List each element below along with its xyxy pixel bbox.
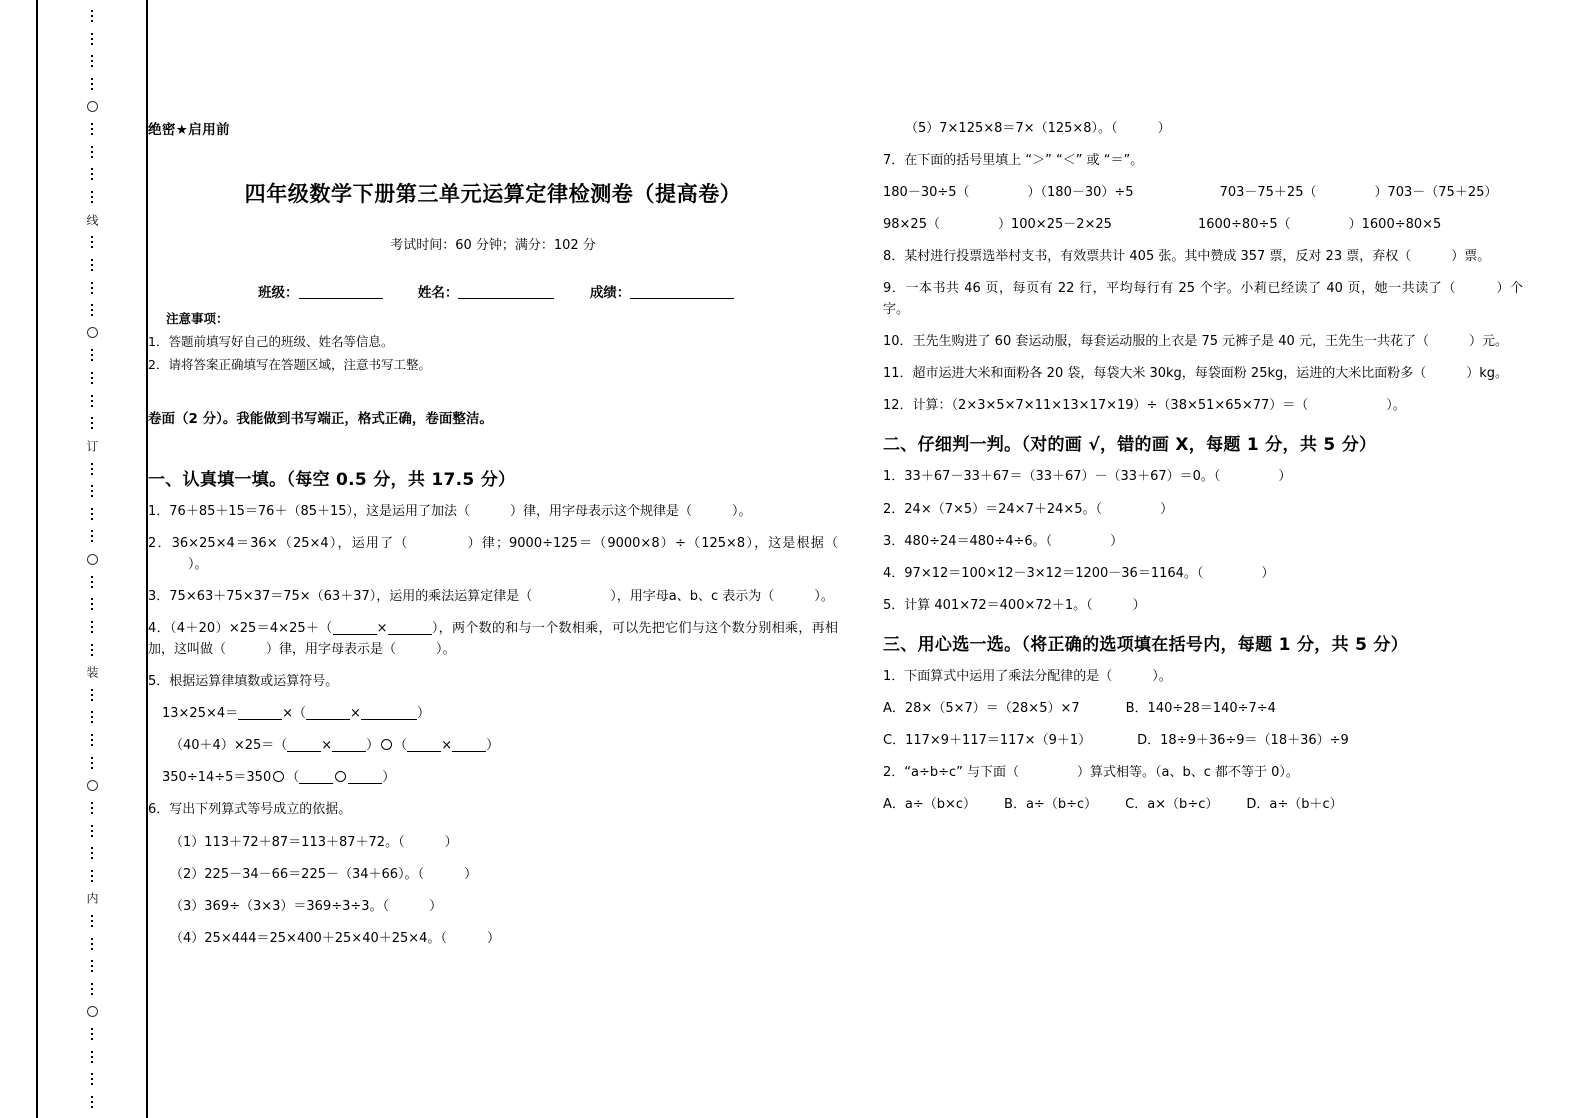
q7r1-right	[1220, 185, 1498, 200]
sealing-line-margin	[36, 0, 148, 1118]
q3-text-a: 3．75×63＋75×37＝75×（63＋37），运用的乘法运算定律是（	[148, 589, 533, 605]
choice-1-option-c[interactable]: C．117×9＋117＝117×（9＋1）	[883, 732, 1092, 748]
seal-dots	[91, 711, 93, 723]
question-1	[148, 501, 838, 522]
question-6-item	[148, 928, 838, 949]
seal-dot-group	[91, 707, 93, 727]
seal-dots	[91, 802, 93, 814]
q4-blank-1[interactable]	[333, 634, 377, 635]
q8-text-b: ）票。	[1451, 249, 1491, 265]
question-5-line-2	[148, 735, 838, 756]
seal-dot-group	[91, 29, 93, 49]
q9-text-a: 9．一本书共 46 页，每页有 22 行，平均每行有 25 个字。小莉已经读了 40 页，她一共读了（	[883, 281, 1456, 297]
question-7-title: 7．在下面的括号里填上 “＞” “＜” 或 “＝”。	[883, 153, 1144, 169]
seal-dots	[91, 1073, 93, 1085]
question-5-title: 5．根据运算律填数或运算符号。	[148, 674, 339, 690]
seal-dots	[91, 1028, 93, 1040]
score-field	[590, 285, 735, 301]
q7r2-right-a: 1600÷80÷5（	[1197, 217, 1291, 233]
seal-dot-group	[91, 119, 93, 139]
seal-dots	[91, 915, 93, 927]
c2-stem-a: 2．“a÷b÷c” 与下面（	[883, 764, 1020, 780]
section-two-heading: 二、仔细判一判。（对的画 √，错的画 X，每题 1 分，共 5 分）	[883, 435, 1377, 456]
seal-dot-group	[91, 685, 93, 705]
j4-close: ）	[1261, 565, 1275, 581]
section-three-heading: 三、用心选一选。（将正确的选项填在括号内，每题 1 分，共 5 分）	[883, 634, 1409, 655]
q9-text-b: ）个字。	[883, 281, 1523, 318]
seal-marker	[86, 436, 98, 456]
seal-dots	[91, 304, 93, 316]
q4-text-d: ）。	[436, 642, 456, 658]
q7r1-right-b: ）703－（75＋25）	[1374, 185, 1498, 201]
seal-dots	[91, 938, 93, 950]
seal-dots	[91, 123, 93, 135]
q1-text-c: ）。	[732, 504, 752, 519]
question-6-title: 6．写出下列算式等号成立的依据。	[148, 802, 352, 818]
seal-dots	[91, 236, 93, 248]
q5l2-e: ×	[441, 738, 453, 754]
q2-text-a: 2．36×25×4＝36×（25×4），运用了（	[148, 536, 409, 552]
seal-dot-group	[91, 1024, 93, 1044]
seal-dot-group	[91, 594, 93, 614]
seal-dot-group	[91, 821, 93, 841]
q1-text-a: 1．76＋85＋15＝76＋（85＋15），这是运用了加法（	[148, 504, 471, 519]
question-7-row-1	[883, 182, 1523, 203]
q7r2-left-a: 98×25（	[883, 217, 940, 233]
left-column	[148, 0, 838, 949]
seal-dot-group	[91, 74, 93, 94]
margin-rule-left	[36, 0, 38, 1118]
q6-5-close: ）	[1157, 121, 1171, 136]
q11-text-b: ）kg。	[1466, 366, 1509, 382]
seal-circle-icon	[87, 1006, 98, 1017]
seal-marker	[87, 549, 98, 569]
seal-character: 装	[85, 666, 99, 679]
seal-dots	[91, 508, 93, 520]
seal-dot-group	[91, 866, 93, 886]
class-input[interactable]	[299, 298, 383, 299]
seal-dot-group	[91, 1047, 93, 1067]
seal-dot-group	[91, 979, 93, 999]
seal-dots	[91, 417, 93, 429]
q7r1-left-a: 180－30÷5（	[883, 185, 970, 201]
seal-circle-icon	[87, 327, 98, 338]
seal-dot-group	[91, 255, 93, 275]
q7r1-left	[883, 185, 1134, 200]
q5l3-c: ）	[382, 770, 396, 786]
seal-dots	[91, 530, 93, 542]
q6-1-text: （1）113＋72＋87＝113＋87＋72。（	[170, 834, 405, 850]
judgement-item	[883, 595, 1523, 616]
seal-marker	[87, 775, 98, 795]
q5l1-d: ）	[416, 706, 430, 722]
seal-dots	[91, 847, 93, 859]
q1-text-b: ）律，用字母表示这个规律是（	[510, 504, 693, 519]
name-field	[418, 285, 555, 301]
right-column	[883, 0, 1523, 815]
seal-dot-group	[91, 526, 93, 546]
q5l3-blank-1[interactable]	[299, 783, 333, 784]
seal-dots	[91, 757, 93, 769]
name-input[interactable]	[458, 298, 554, 299]
question-8	[883, 246, 1523, 267]
q11-text-a: 11．超市运进大米和面粉各 20 袋，每袋大米 30kg，每袋面粉 25kg，运进的大米比面粉多（	[883, 366, 1427, 382]
student-info-fields	[148, 281, 838, 301]
seal-dots	[91, 349, 93, 361]
seal-dot-group	[91, 391, 93, 411]
q5l1-blank-3[interactable]	[361, 719, 417, 720]
seal-dot-group	[91, 730, 93, 750]
seal-dots	[91, 282, 93, 294]
q6-4-text: （4）25×444＝25×400＋25×40＋25×4。（	[170, 930, 447, 946]
q5l2-blank-2[interactable]	[332, 751, 366, 752]
notice-title: 注意事项：	[166, 311, 229, 326]
seal-dot-group	[91, 640, 93, 660]
seal-dots	[91, 33, 93, 45]
seal-marker	[87, 97, 98, 117]
choice-2-option-a[interactable]: A．a÷（b×c）	[883, 796, 977, 812]
q12-text-b: ）。	[1386, 398, 1406, 414]
question-6-item	[883, 118, 1523, 139]
seal-dot-group	[91, 843, 93, 863]
j5-text: 5．计算 401×72＝400×72＋1。（	[883, 597, 1093, 613]
q7r2-right-b: ）1600÷80×5	[1348, 217, 1442, 233]
exam-page	[148, 0, 1583, 1118]
operator-circle-icon[interactable]	[335, 771, 346, 782]
score-label: 成绩：	[589, 285, 631, 301]
seal-dots	[91, 395, 93, 407]
seal-dots	[91, 372, 93, 384]
question-6-item	[148, 832, 838, 853]
q5l2-blank-4[interactable]	[452, 751, 486, 752]
seal-dots	[91, 734, 93, 746]
q3-text-c: ）。	[814, 589, 834, 605]
q4-mul: ×	[376, 621, 388, 637]
notice-item: 2．请将答案正确填写在答题区域，注意书写工整。	[148, 357, 431, 372]
choice-question-2	[883, 762, 1523, 783]
seal-dot-group	[91, 142, 93, 162]
class-field	[258, 285, 383, 301]
q5l1-blank-2[interactable]	[306, 719, 350, 720]
q7r1-left-b: ）（180－30）÷5	[1027, 185, 1134, 201]
q5l3-a: 350÷14÷5＝350	[162, 770, 272, 786]
q5l1-b: ×（	[282, 706, 307, 722]
seal-dot-group	[91, 504, 93, 524]
seal-dots	[91, 983, 93, 995]
question-11	[883, 363, 1523, 384]
seal-dots	[91, 55, 93, 67]
choice-1-options-row-2	[883, 730, 1523, 751]
j2-close: ）	[1160, 501, 1174, 517]
seal-dots	[91, 259, 93, 271]
seal-circle-icon	[87, 780, 98, 791]
q5l3-blank-2[interactable]	[348, 783, 382, 784]
question-5-line-3	[148, 767, 838, 788]
question-6-item	[148, 896, 838, 917]
j3-text: 3．480÷24＝480÷4÷6。（	[883, 533, 1053, 549]
j1-text: 1．33＋67－33＋67＝（33＋67）－（33＋67）＝0。（	[883, 469, 1221, 485]
q2-text-c: ）。	[188, 557, 208, 573]
q10-text-b: ）元。	[1468, 334, 1508, 350]
seal-dot-group	[91, 459, 93, 479]
seal-dots	[91, 689, 93, 701]
judgement-item	[883, 563, 1523, 584]
class-label: 班级：	[258, 285, 299, 301]
q7r2-left	[883, 217, 1112, 232]
q4-text-c: ）律，用字母表示是（	[266, 642, 397, 658]
q6-3-text: （3）369÷（3×3）＝369÷3÷3。（	[170, 898, 390, 914]
seal-marker	[86, 662, 98, 682]
seal-dot-group	[91, 934, 93, 954]
operator-circle-icon[interactable]	[381, 739, 392, 750]
seal-character: 内	[85, 892, 99, 905]
seal-dots	[91, 960, 93, 972]
question-7-row-2	[883, 214, 1523, 235]
name-label: 姓名：	[417, 285, 459, 301]
seal-dots	[91, 78, 93, 90]
q2-text-b: ）律；9000÷125＝（9000×8）÷（125×8），这是根据（	[466, 536, 838, 552]
seal-dot-group	[91, 572, 93, 592]
seal-dot-group	[91, 956, 93, 976]
choice-1-option-b[interactable]: B．140÷28＝140÷7÷4	[1125, 700, 1276, 716]
q5l2-f: ）	[486, 738, 500, 754]
choice-1-option-d[interactable]: D．18÷9＋36÷9＝（18＋36）÷9	[1137, 732, 1349, 748]
seal-marker	[87, 323, 98, 343]
seal-circle-icon	[87, 554, 98, 565]
seal-dots	[91, 1051, 93, 1063]
seal-marker	[87, 1002, 98, 1022]
q7r2-left-b: ）100×25－2×25	[997, 217, 1112, 233]
seal-dot-group	[91, 911, 93, 931]
c1-stem-b: ）。	[1152, 668, 1172, 684]
seal-dot-group	[91, 617, 93, 637]
j1-close: ）	[1278, 469, 1292, 485]
q4-text-b: ），两个数的和与一个数相乘，可以先把它们与这个数分别相乘，再相加，这叫做（	[148, 621, 838, 658]
q5l2-d: （	[394, 738, 408, 754]
q5l2-c: ）	[366, 738, 380, 754]
q6-5-text: （5）7×125×8＝7×（125×8）。（	[905, 121, 1118, 136]
choice-1-options-row-1	[883, 698, 1523, 719]
seal-character: 订	[85, 439, 99, 452]
seal-dots	[91, 10, 93, 22]
judgement-item	[883, 466, 1523, 487]
seal-circle-icon	[87, 101, 98, 112]
q3-text-b: ），用字母a、b、c 表示为（	[610, 589, 775, 605]
q12-text-a: 12．计算：（2×3×5×7×11×13×17×19）÷（38×51×65×77）＝（	[883, 398, 1309, 414]
seal-dots	[91, 576, 93, 588]
seal-line-track	[80, 0, 104, 1118]
q6-4-close: ）	[486, 930, 500, 946]
q4-text-a: 4．（4＋20）×25＝4×25＋（	[148, 621, 333, 637]
choice-2-options-row	[883, 794, 1523, 815]
q5l2-b: ×	[321, 738, 333, 754]
seal-dot-group	[91, 1092, 93, 1112]
j3-close: ）	[1110, 533, 1124, 549]
q4-blank-2[interactable]	[388, 634, 432, 635]
seal-dot-group	[91, 232, 93, 252]
seal-dots	[91, 168, 93, 180]
judgement-item	[883, 499, 1523, 520]
secret-label: 绝密★启用前	[148, 122, 231, 138]
cover-note: 卷面（2 分）。我能做到书写端正，格式正确，卷面整洁。	[148, 411, 493, 427]
seal-dot-group	[91, 481, 93, 501]
seal-dot-group	[91, 51, 93, 71]
seal-dot-group	[91, 300, 93, 320]
operator-circle-icon[interactable]	[273, 771, 284, 782]
question-12	[883, 395, 1523, 416]
seal-dots	[91, 644, 93, 656]
seal-dot-group	[91, 164, 93, 184]
seal-dots	[91, 870, 93, 882]
choice-2-option-d[interactable]: D．a÷（b＋c）	[1246, 796, 1343, 812]
q8-text-a: 8．某村进行投票选举村支书，有效票共计 405 张。其中赞成 357 票，反对 23 票，弃权（	[883, 249, 1412, 265]
seal-dots	[91, 1096, 93, 1108]
seal-marker	[86, 210, 98, 230]
seal-dots	[91, 463, 93, 475]
seal-dot-group	[91, 345, 93, 365]
q10-text-a: 10．王先生购进了 60 套运动服，每套运动服的上衣是 75 元裤子是 40 元，王先生一共花了（	[883, 334, 1429, 350]
question-9	[883, 278, 1523, 320]
q5l2-blank-3[interactable]	[407, 751, 441, 752]
section-one-heading: 一、认真填一填。（每空 0.5 分，共 17.5 分）	[148, 470, 516, 490]
choice-2-option-b[interactable]: B．a÷（b÷c）	[1004, 796, 1098, 812]
q7r1-right-a: 703－75＋25（	[1219, 185, 1317, 201]
seal-character: 线	[85, 213, 99, 226]
seal-dots	[91, 191, 93, 203]
q5l1-c: ×	[350, 706, 361, 722]
q5l1-blank-1[interactable]	[238, 719, 282, 720]
j4-text: 4．97×12＝100×12－3×12＝1200－36＝1164。（	[883, 565, 1204, 581]
q5l2-blank-1[interactable]	[287, 751, 321, 752]
q6-2-text: （2）225－34－66＝225－（34＋66）。（	[170, 866, 425, 882]
seal-dot-group	[91, 368, 93, 388]
j5-close: ）	[1132, 597, 1146, 613]
seal-dots	[91, 146, 93, 158]
question-5-line-1	[148, 703, 838, 724]
choice-1-option-a[interactable]: A．28×（5×7）＝（28×5）×7	[883, 700, 1080, 716]
exam-meta: 考试时间：60 分钟；满分：102 分	[390, 238, 596, 253]
seal-dot-group	[91, 6, 93, 26]
question-4	[148, 618, 838, 660]
choice-2-option-c[interactable]: C．a×（b÷c）	[1125, 796, 1219, 812]
q5l3-b: （	[286, 770, 300, 786]
seal-marker	[86, 888, 98, 908]
question-2	[148, 533, 838, 575]
q5l1-a: 13×25×4＝	[162, 706, 239, 722]
choice-question-1	[883, 666, 1523, 687]
q6-2-close: ）	[464, 866, 478, 882]
question-10	[883, 331, 1523, 352]
q6-3-close: ）	[429, 898, 443, 914]
seal-dot-group	[91, 413, 93, 433]
judgement-item	[883, 531, 1523, 552]
c2-stem-b: ）算式相等。（a、b、c 都不等于 0）。	[1077, 764, 1299, 780]
q6-1-close: ）	[444, 834, 458, 850]
seal-dot-group	[91, 798, 93, 818]
seal-dot-group	[91, 753, 93, 773]
q7r2-right	[1198, 217, 1441, 232]
question-3	[148, 586, 838, 607]
seal-dot-group	[91, 278, 93, 298]
q5l2-a: （40＋4）×25＝（	[170, 738, 288, 754]
seal-dots	[91, 598, 93, 610]
notice-item: 1．答题前填写好自己的班级、姓名等信息。	[148, 334, 394, 349]
seal-dot-group	[91, 1069, 93, 1089]
seal-dots	[91, 621, 93, 633]
seal-dots	[91, 825, 93, 837]
seal-dots	[91, 485, 93, 497]
question-6-item	[148, 864, 838, 885]
j2-text: 2．24×（7×5）＝24×7＋24×5。（	[883, 501, 1103, 517]
seal-dot-group	[91, 187, 93, 207]
score-input[interactable]	[630, 298, 734, 299]
c1-stem-a: 1．下面算式中运用了乘法分配律的是（	[883, 668, 1113, 684]
page-title: 四年级数学下册第三单元运算定律检测卷（提高卷）	[244, 182, 742, 206]
